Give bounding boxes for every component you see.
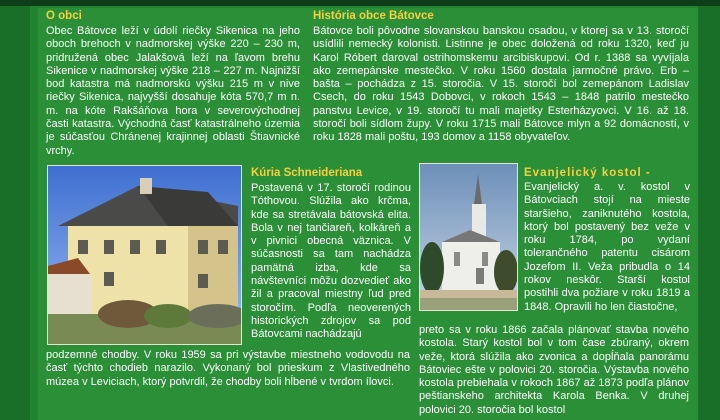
text-o-obci: Obec Bátovce leží v údolí riečky Sikenica na jeho oboch brehoch v nadmorskej výške 220 – 230 m, pridružená obec Jalakšová leží na ľavom brehu Sikenice v nadmorskej výške 218 – 227 m. Najnižší bod katastra má nadmorskú výšku 215 m v nive riečky Sikenica, najvyšší dosahuje kóta 570,7 m n. m. na kóte Rakšáňova hora v severovýchodnej časti katastra. Východná časť katastrálneho územia je súčasťou Chránenej krajinnej oblasti Štiavnické vrchy. — [46, 25, 300, 157]
board-frame-right — [698, 0, 720, 420]
manor-house-photo — [47, 165, 242, 345]
text-kostol-side: Evanjelický a. v. kostol v Bátovciach stojí na mieste staršieho, zaniknutého kostola, ktorý bol postavený bez veže v roku 1784, po vydaní tolerančného patentu cisárom Jozefom II. Veža pribudla o 14 rokov neskôr. Starší kostol postihli dva požiare v roku 1819 a 1848. Opravili ho len čiastočne, — [524, 181, 690, 313]
text-kuria-side: Postavená v 17. storočí rodinou Tóthovou. Slúžila ako krčma, kde sa stretávala bátovská elita. Bola v nej tančiareň, kolkáreň a v pivnici obecná väznica. V súčasnosti sa tam nachádza pamätná izba, kde sa návštevníci môžu dozvedieť ako žil a pracoval miestny ľud pred storočím. Podľa neoverených historických zdrojov sa pod Bátovcami nachádzajú — [251, 182, 411, 341]
heading-kostol: Evanjelický kostol - — [524, 167, 651, 179]
text-historia: Bátovce boli pôvodne slovanskou banskou osadou, v ktorej sa v 13. storočí usídlili nemecký kolonisti. Listinne je obec doložená od roku 1320, keď ju Karol Róbert daroval ostrihomskemu arcibiskupovi. Od r. 1388 sa vyvíjala ako zemepánske mestečko. V roku 1560 dostala jarmočné právo. Erb – bašta – pochádza z 15. storočia. V 15. storočí bol zemepánom Ladislav Csech, do roku 1543 Dobovci, v rokoch 1543 – 1848 patrilo mestečko panstvu Levice, v 19. storočí tu mali majetky Esterházyovci. V 16. až 18. storočí boli sídlom župy. V roku 1715 mali Bátovce mlyn a 92 domácností, v roku 1828 mali poštu, 193 domov a 1158 obyvateľov. — [313, 25, 689, 144]
text-kostol-bottom: preto sa v roku 1866 začala plánovať stavba nového kostola. Starý kostol bol v tom čase zbúraný, okrem veže, ktorá slúžila ako zvonica a dopĺňala panorámu Bátoviec ešte v polovici 20. storočia. Výstavba nového kostola prebiehala v rokoch 1867 až 1873 podľa plánov peštianskeho architekta Karola Benka. V druhej polovici 20. storočia bol kostol — [419, 324, 689, 416]
board-frame-left — [0, 0, 30, 420]
heading-historia: História obce Bátovce — [313, 10, 434, 22]
church-photo — [419, 163, 518, 311]
heading-kuria: Kúria Schneideriana — [251, 167, 363, 179]
heading-o-obci: O obci — [46, 10, 82, 22]
board-top-strip — [0, 0, 720, 6]
text-kuria-bottom: podzemné chodby. V roku 1959 sa pri výstavbe miestneho vodovodu na časť týchto chodieb narazilo. Vykonaný bol prieskum z Vlastivedného múzea v Leviciach, ktorý potvrdil, že chodby boli hĺbené v tvrdom ílovci. — [46, 349, 410, 388]
